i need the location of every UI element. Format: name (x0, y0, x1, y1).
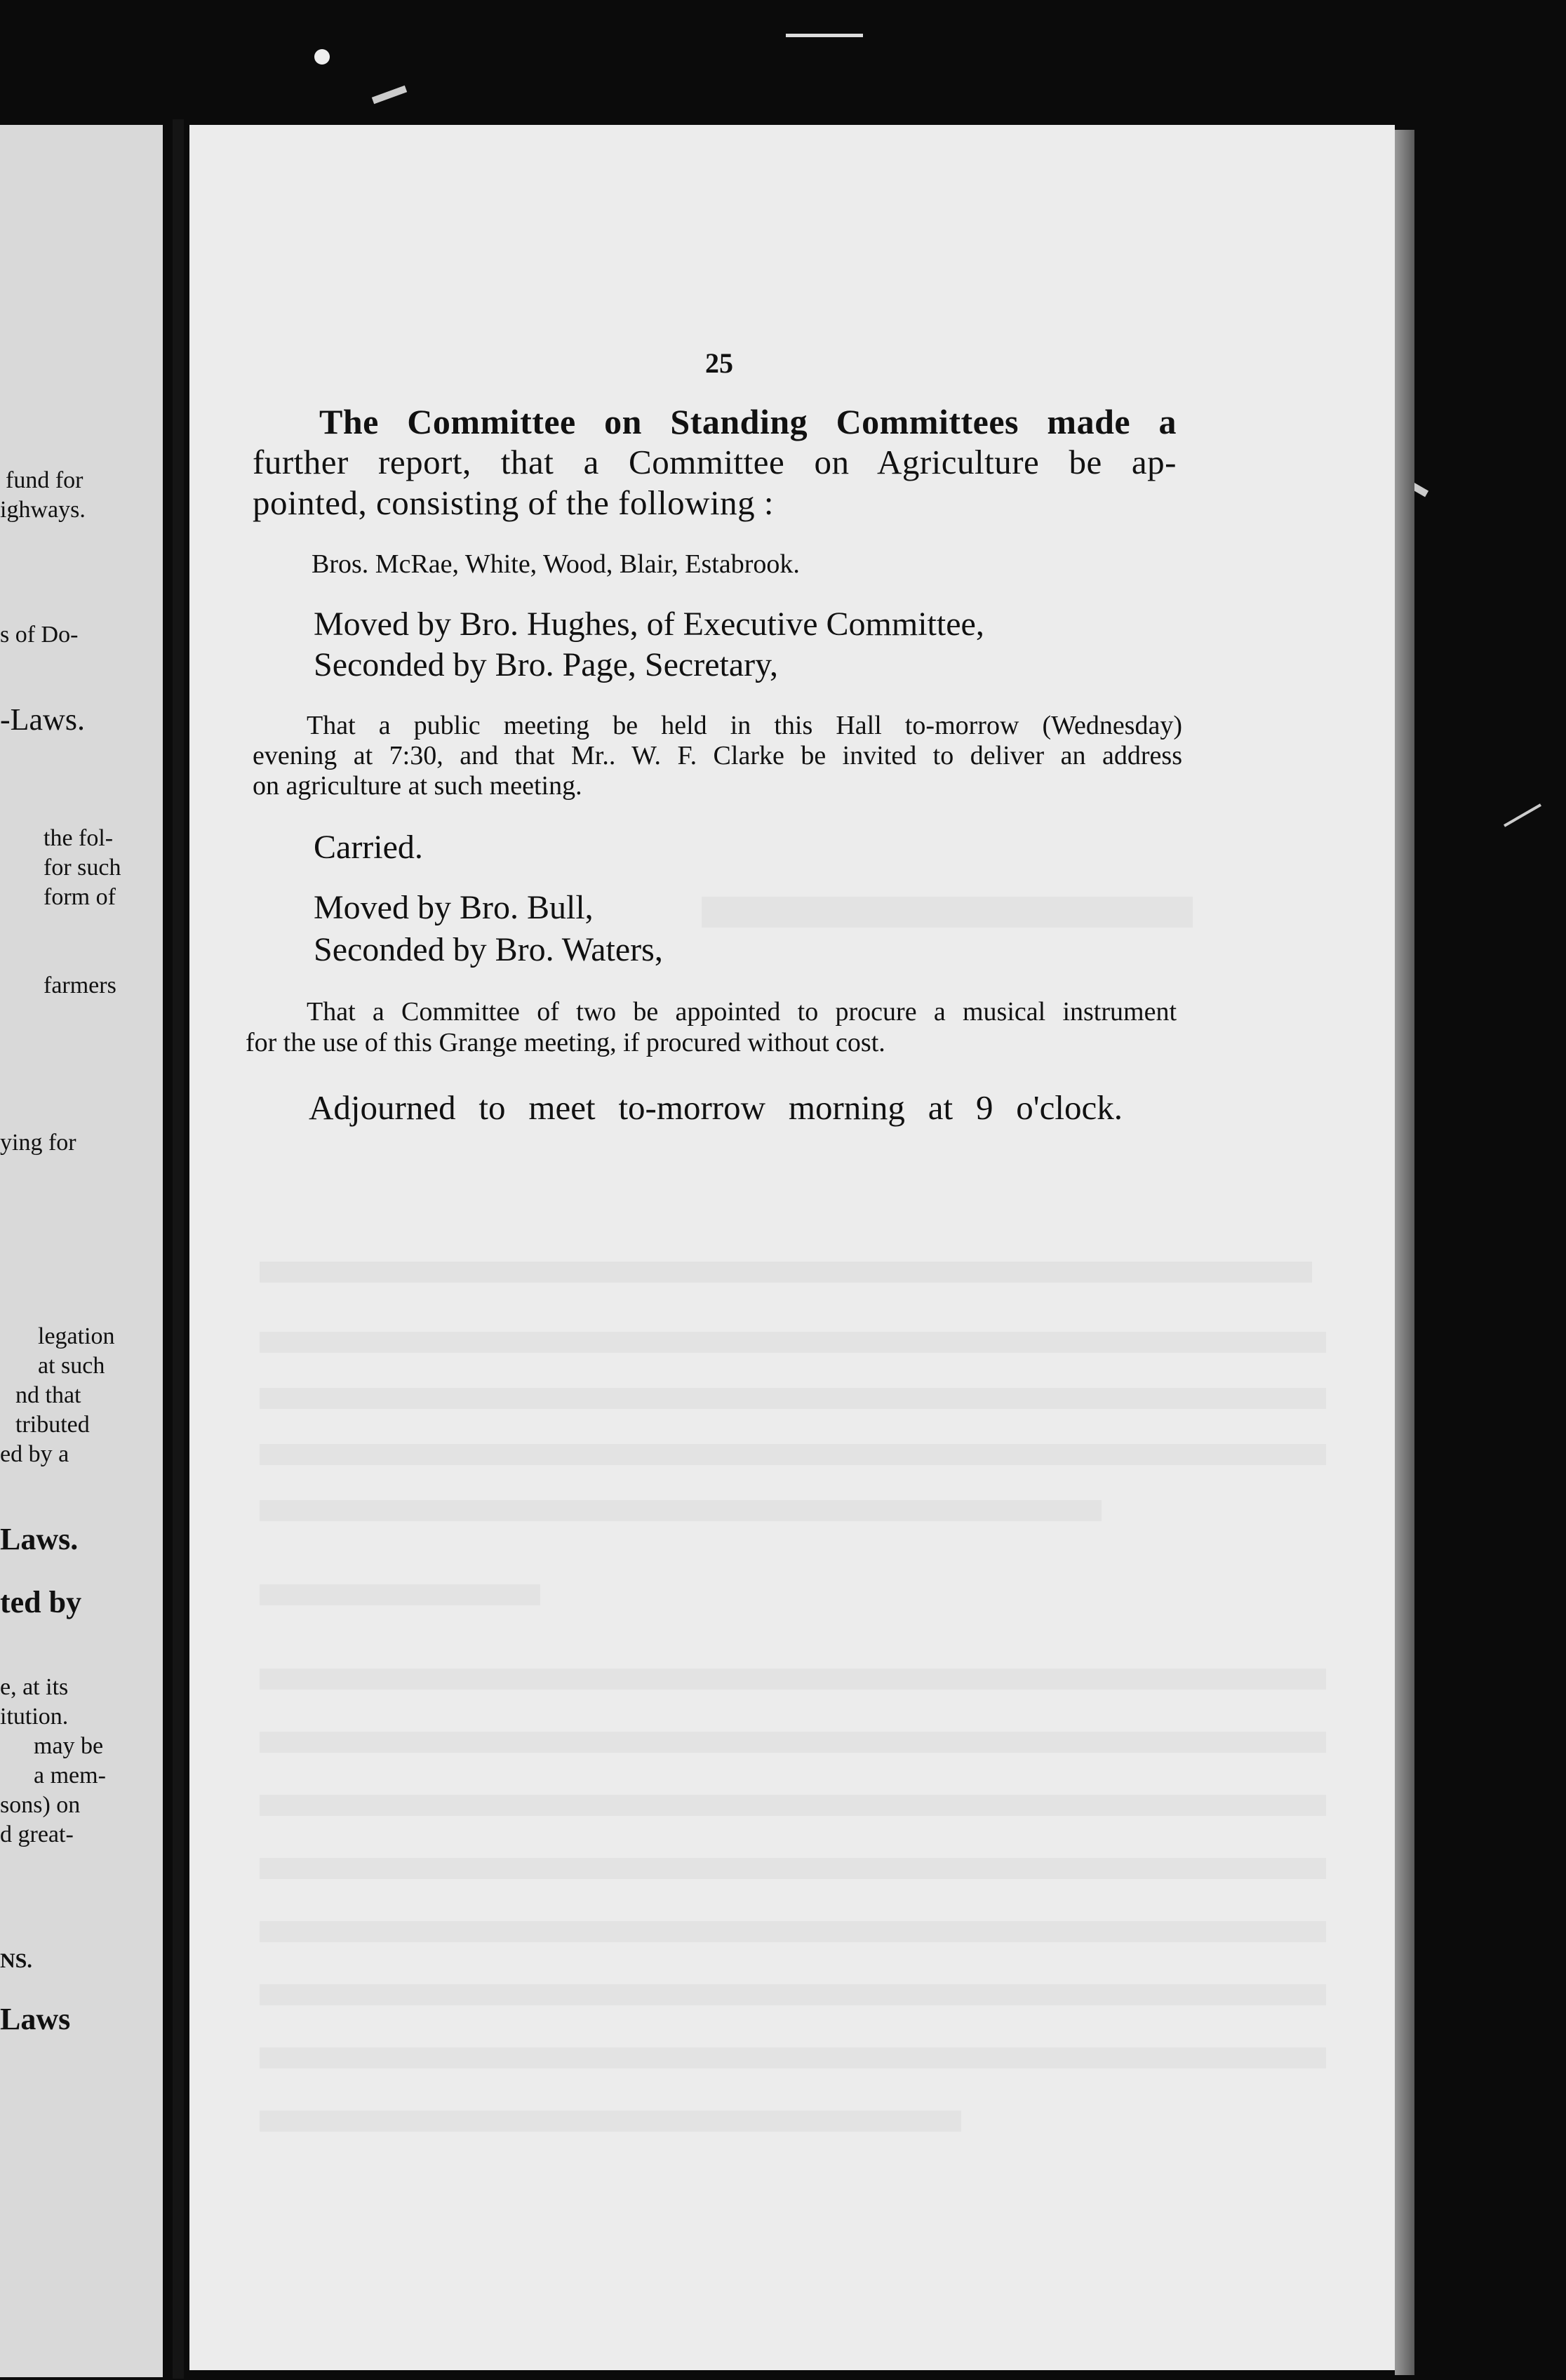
left-fragment: ying for (0, 1130, 76, 1156)
scan-speck (786, 34, 863, 37)
left-fragment: tributed (15, 1412, 90, 1438)
left-fragment: fund for (6, 467, 83, 493)
binding-gutter (173, 119, 184, 2379)
show-through-line (260, 2111, 961, 2132)
report-line: further report, that a Committee on Agriculture be ap- (253, 443, 1177, 481)
left-fragment: form of (44, 884, 116, 910)
motion-text: for the use of this Grange meeting, if procured without cost. (246, 1028, 885, 1057)
committee-members: Bros. McRae, White, Wood, Blair, Estabrook. (312, 549, 800, 579)
previous-page-edge (0, 125, 163, 2377)
left-fragment: nd that (15, 1382, 81, 1408)
motion-moved: Moved by Bro. Hughes, of Executive Committee, (314, 606, 984, 643)
show-through-line (260, 1262, 1312, 1283)
left-fragment: at such (38, 1353, 105, 1379)
adjourned-note: Adjourned to meet to-morrow morning at 9 o'clock. (309, 1088, 1123, 1127)
left-fragment: -Laws. (0, 702, 85, 737)
show-through-line (260, 1858, 1326, 1879)
left-fragment: ed by a (0, 1441, 69, 1467)
left-fragment: ighways. (0, 497, 86, 523)
scan-speck (372, 86, 407, 104)
left-fragment: ted by (0, 1585, 82, 1619)
report-line: pointed, consisting of the following : (253, 483, 775, 522)
left-fragment: sons) on (0, 1792, 81, 1818)
left-fragment: Laws. (0, 1522, 79, 1556)
left-fragment: for such (44, 855, 121, 881)
show-through-line (260, 1984, 1326, 2005)
show-through-line (260, 1388, 1326, 1409)
motion-text: on agriculture at such meeting. (253, 771, 582, 801)
left-fragment: may be (34, 1733, 104, 1759)
show-through-line (260, 1444, 1326, 1465)
left-fragment: d great- (0, 1821, 74, 1847)
motion-seconded: Seconded by Bro. Page, Secretary, (314, 646, 779, 683)
motion-moved: Moved by Bro. Bull, (314, 889, 594, 926)
left-fragment: legation (38, 1323, 115, 1349)
motion-text: That a public meeting be held in this Hall to-morrow (Wednesday) (307, 711, 1182, 740)
left-fragment: NS. (0, 1949, 32, 1972)
left-fragment: s of Do- (0, 622, 79, 648)
show-through-line (260, 2047, 1326, 2068)
show-through-line (260, 1921, 1326, 1942)
page-number: 25 (705, 347, 733, 379)
report-line: The Committee on Standing Committees made a (319, 402, 1177, 441)
scan-speck (314, 49, 330, 65)
motion-text: evening at 7:30, and that Mr.. W. F. Clarke be invited to deliver an address (253, 741, 1182, 770)
show-through-line (260, 1500, 1102, 1521)
show-through-line (260, 1732, 1326, 1753)
scan-speck (1504, 803, 1541, 827)
page-edge-shadow (1395, 130, 1414, 2375)
show-through-line (260, 1795, 1326, 1816)
carried-note: Carried. (314, 829, 423, 866)
show-through-line (702, 897, 1193, 928)
motion-text: That a Committee of two be appointed to procure a musical instrument (307, 997, 1177, 1027)
show-through-line (260, 1332, 1326, 1353)
left-fragment: e, at its (0, 1674, 69, 1700)
show-through-line (260, 1584, 540, 1605)
motion-seconded: Seconded by Bro. Waters, (314, 931, 663, 968)
left-fragment: a mem- (34, 1763, 106, 1789)
left-fragment: itution. (0, 1704, 69, 1730)
show-through-line (260, 1669, 1326, 1690)
left-fragment: the fol- (44, 825, 114, 851)
left-fragment: Laws (0, 2002, 71, 2036)
left-fragment: farmers (44, 972, 116, 998)
